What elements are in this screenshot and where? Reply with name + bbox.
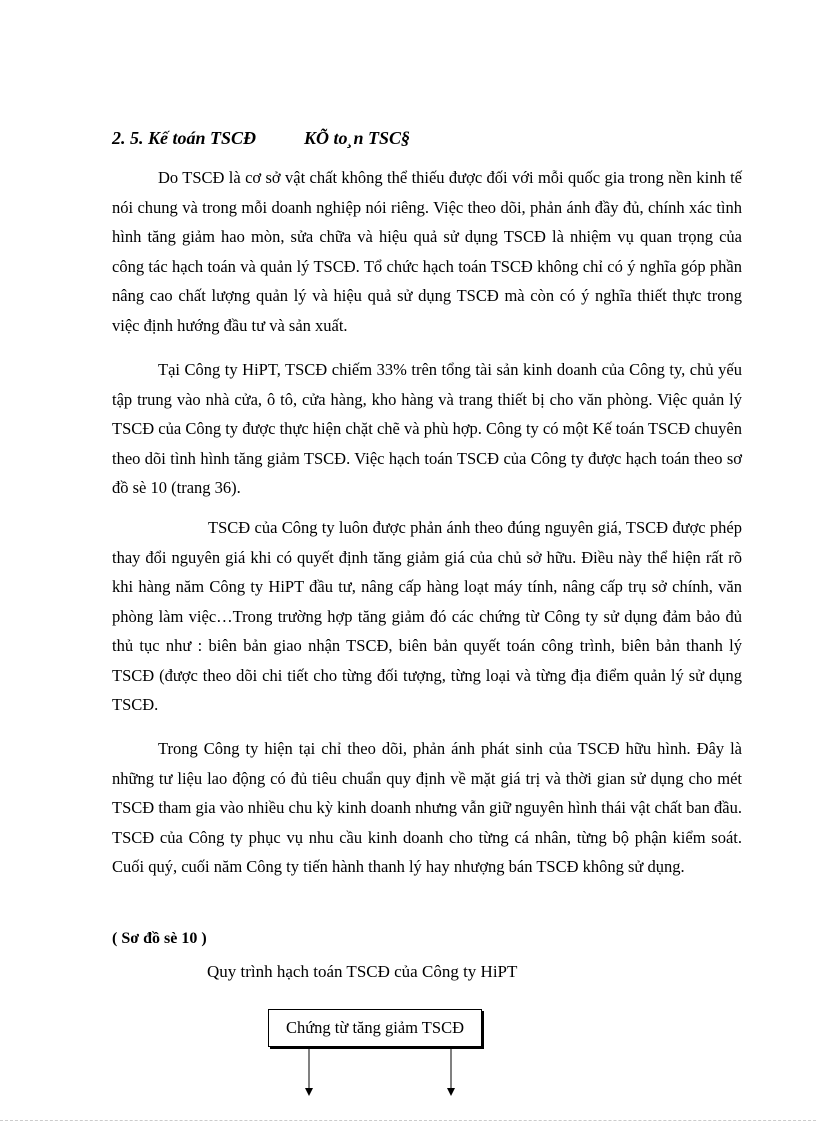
diagram-arrow-left xyxy=(303,1048,315,1098)
section-title-garbled: KÕ to¸n TSC§ xyxy=(304,128,411,148)
diagram-reference: ( Sơ đồ sè 10 ) xyxy=(112,930,207,947)
paragraph-1: Do TSCĐ là cơ sở vật chất không thể thiếu được đối với mỗi quốc gia trong nền kinh tế nói chung và trong mỗi doanh nghiệp nói riêng. Việc theo dõi, phản ánh đầy đủ, chính xác tình hình tăng giảm hao mòn, sửa chữa và hiệu quả sử dụng TSCĐ là nhiệm vụ quan trọng của công tác hạch toán và quản lý TSCĐ. Tổ chức hạch toán TSCĐ không chỉ có ý nghĩa góp phần nâng cao chất lượng quản lý và hiệu quả sử dụng TSCĐ mà còn có ý nghĩa thiết thực trong việc định hướng đầu tư và sản xuất. xyxy=(112,168,742,335)
section-heading xyxy=(112,128,410,149)
diagram-arrow-right xyxy=(445,1048,457,1098)
diagram-box-label: Chứng từ tăng giảm TSCĐ xyxy=(285,1018,464,1037)
paragraph-4: Trong Công ty hiện tại chỉ theo dõi, phản ánh phát sinh của TSCĐ hữu hình. Đây là những tư liệu lao động có đủ tiêu chuẩn quy định về mặt giá trị và thời gian sử dụng cho mét TSCĐ tham gia vào nhiều chu kỳ kinh doanh nhưng vẫn giữ nguyên hình thái vật chất ban đầu. TSCĐ của Công ty phục vụ nhu cầu kinh doanh cho từng cá nhân, từng bộ phận kiểm soát. Cuối quý, cuối năm Công ty tiến hành thanh lý hay nhượng bán TSCĐ không sử dụng. xyxy=(112,739,742,876)
diagram-box-documents xyxy=(268,1009,482,1047)
section-title: 2. 5. Kế toán TSCĐ xyxy=(112,128,257,148)
paragraph-2: Tại Công ty HiPT, TSCĐ chiếm 33% trên tổng tài sản kinh doanh của Công ty, chủ yếu tập trung vào nhà cửa, ô tô, cửa hàng, kho hàng và trang thiết bị cho văn phòng. Việc quản lý TSCĐ của Công ty được thực hiện chặt chẽ và phù hợp. Công ty có một Kế toán TSCĐ chuyên theo dõi tình hình tăng giảm TSCĐ. Việc hạch toán TSCĐ của Công ty được hạch toán theo sơ đồ sè 10 (trang 36). xyxy=(112,360,742,497)
page-edge-divider xyxy=(0,1120,816,1121)
paragraph-3: TSCĐ của Công ty luôn được phản ánh theo đúng nguyên giá, TSCĐ được phép thay đổi nguyên giá khi có quyết định tăng giảm giá của chủ sở hữu. Điều này thể hiện rất rõ khi hàng năm Công ty HiPT đầu tư, nâng cấp hàng loạt máy tính, nâng cấp trụ sở chính, văn phòng làm việc…Trong trường hợp tăng giảm đó các chứng từ Công ty sử dụng đảm bảo đủ thủ tục như : biên bản giao nhận TSCĐ, biên bản quyết toán công trình, biên bản thanh lý TSCĐ (được theo dõi chi tiết cho từng đối tượng, từng loại và từng địa điểm quản lý sử dụng TSCĐ. xyxy=(112,518,742,714)
diagram-title: Quy trình hạch toán TSCĐ của Công ty HiPT xyxy=(207,962,518,981)
